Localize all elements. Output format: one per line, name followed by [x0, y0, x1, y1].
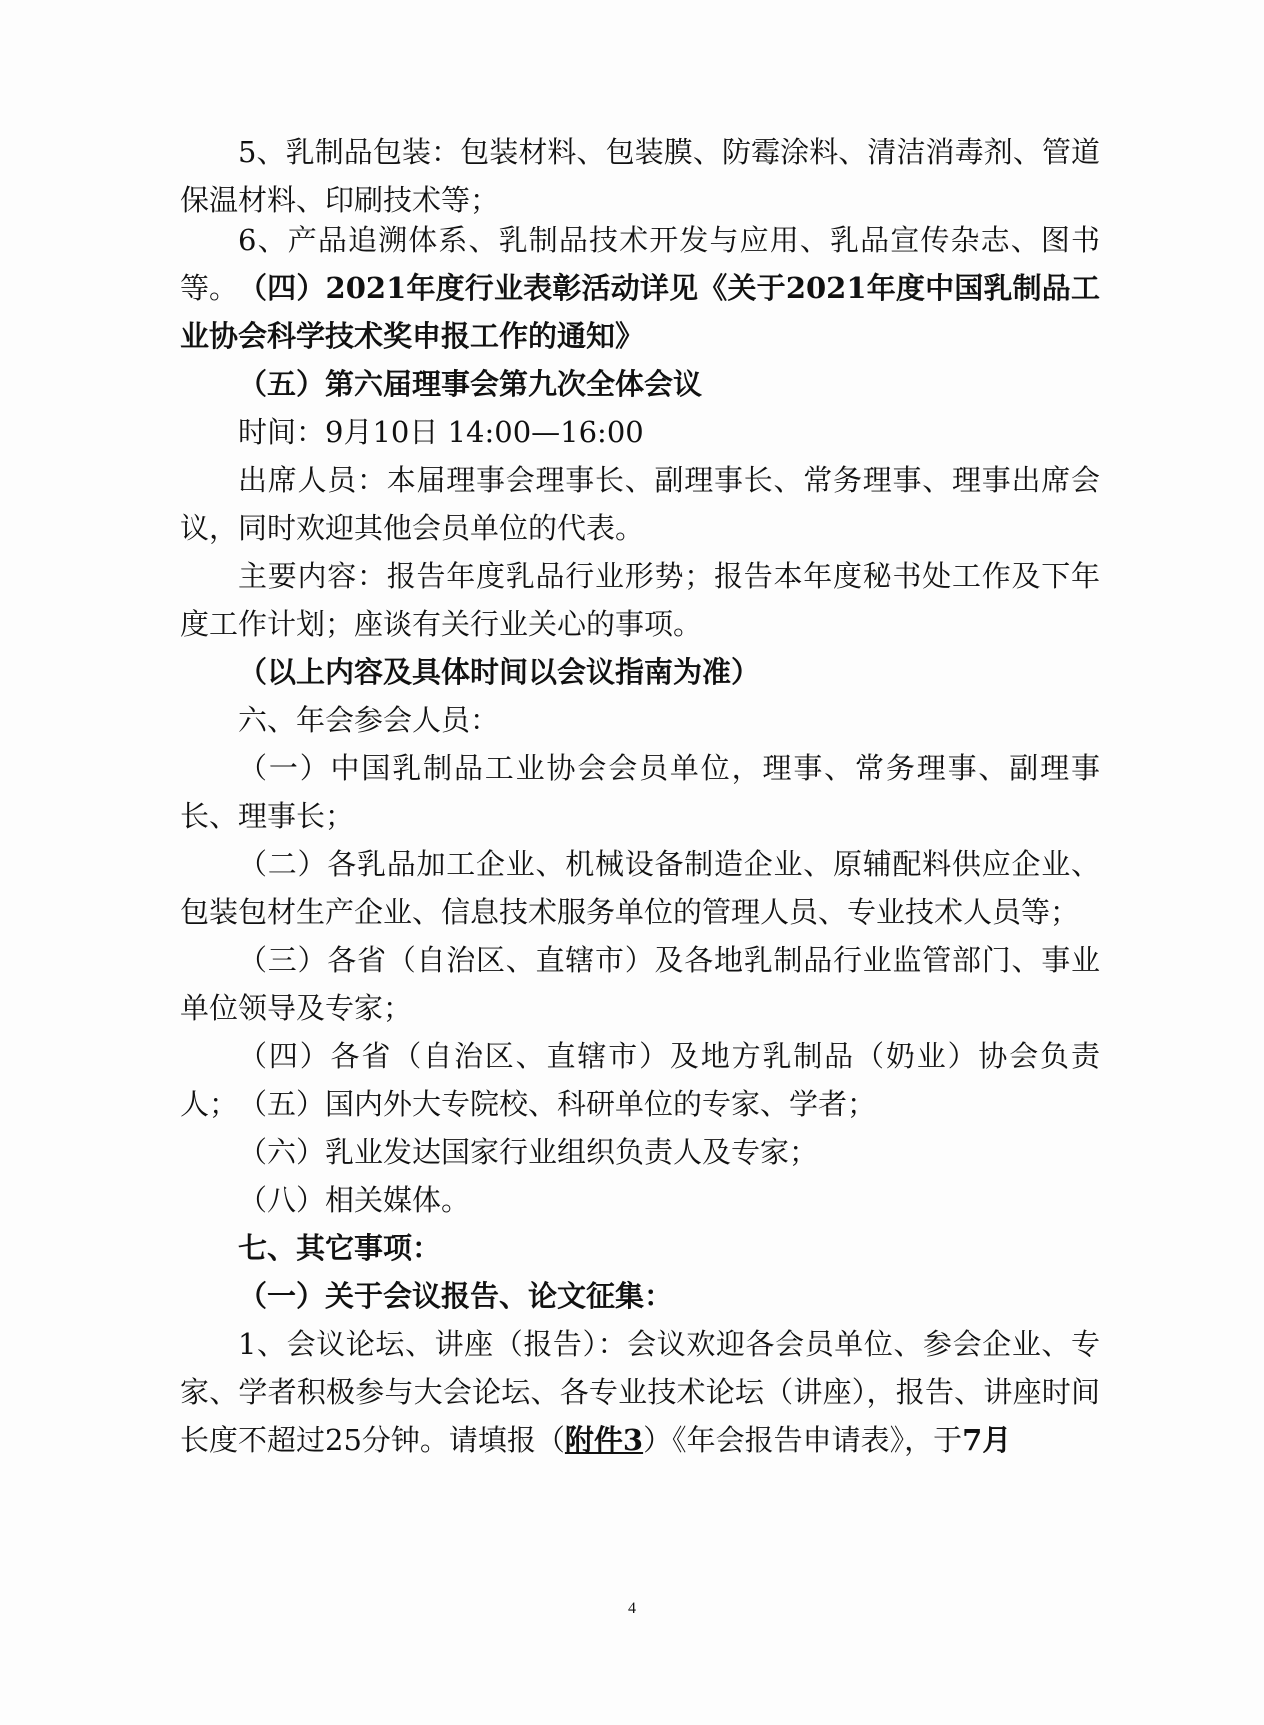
heading-other-matters: 七、其它事项： [238, 1231, 442, 1265]
paragraph-participant-5: （五）国内外大专院校、科研单位的专家、学者； [238, 1087, 877, 1121]
paragraph-traceability: 6、产品追溯体系、乳制品技术开发与应用、乳品宣传杂志、图书等。 [180, 223, 1100, 305]
paragraph-main-content: 主要内容：报告年度乳品行业形势；报告本年度秘书处工作及下年度工作计划；座谈有关行业关心的事项。 [180, 559, 1100, 641]
paragraph-council-meeting: （五）第六届理事会第九次全体会议 [238, 367, 703, 401]
paragraph-packaging: 5、乳制品包装：包装材料、包装膜、防霉涂料、清洁消毒剂、管道保温材料、印刷技术等； [180, 135, 1100, 217]
page-number: 4 [628, 1600, 636, 1617]
paragraph-forum-reports [180, 1320, 1100, 1464]
paragraph-participant-6: （六）乳业发达国家行业组织负责人及专家； [238, 1135, 819, 1169]
paragraph-participant-4: （四）各省（自治区、直辖市）及地方乳制品（奶业）协会负责人； [180, 1039, 1100, 1121]
paragraph-participant-3: （三）各省（自治区、直辖市）及各地乳制品行业监管部门、事业单位领导及专家； [180, 943, 1100, 1025]
heading-participants: 六、年会参会人员： [238, 703, 500, 737]
paragraph-guide-note: （以上内容及具体时间以会议指南为准） [238, 655, 761, 689]
forum-text-c: ）《年会报告申请表》，于 [643, 1423, 963, 1457]
paragraph-participant-2: （二）各乳品加工企业、机械设备制造企业、原辅配料供应企业、包装包材生产企业、信息技术服务单位的管理人员、专业技术人员等； [180, 847, 1100, 929]
paragraph-award-notice: （四）2021年度行业表彰活动详见《关于2021年度中国乳制品工业协会科学技术奖申报工作的通知》 [180, 271, 1100, 353]
attachment-3-link: 附件3 [564, 1423, 644, 1457]
forum-text-a: 1、会议论坛、讲座（报告）：会议欢迎各会员单位、参会企业、专家、学者积极参与大会论坛、各专业技术论坛（讲座），报告、讲座时间长度不超过25分钟。请填报（ [180, 1327, 1100, 1457]
paragraph-attendees: 出席人员：本届理事会理事长、副理事长、常务理事、理事出席会议，同时欢迎其他会员单位的代表。 [180, 463, 1100, 545]
forum-date-july: 7月 [962, 1423, 1012, 1457]
heading-papers: （一）关于会议报告、论文征集： [238, 1279, 674, 1313]
paragraph-time: 时间：9月10日 14:00—16:00 [238, 415, 644, 449]
paragraph-participant-1: （一）中国乳制品工业协会会员单位，理事、常务理事、副理事长、理事长； [180, 751, 1100, 833]
paragraph-participant-8: （八）相关媒体。 [238, 1183, 471, 1217]
